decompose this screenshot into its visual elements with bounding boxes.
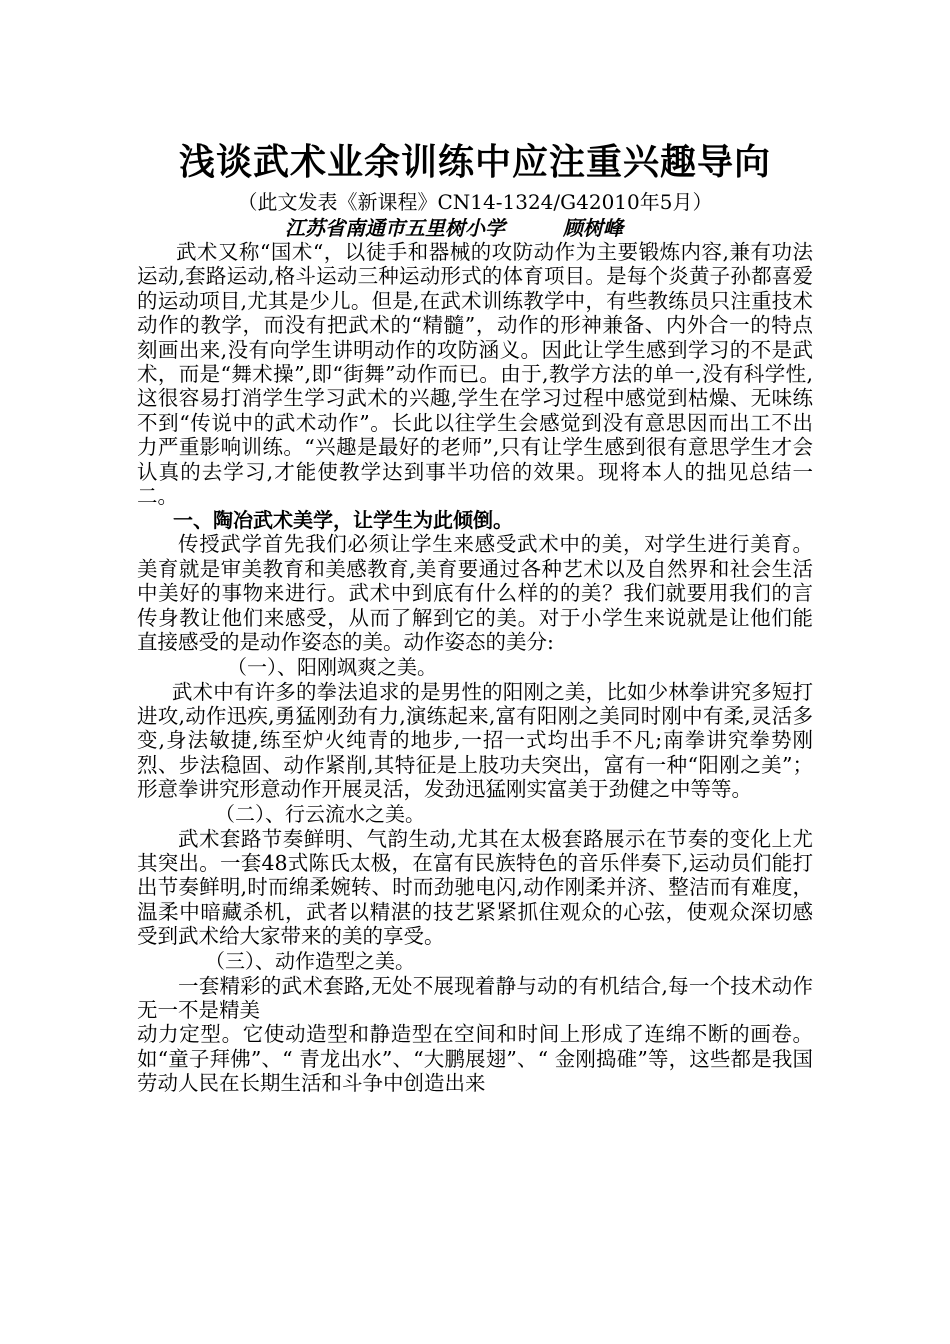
- section1-paragraph: 传授武学首先我们必须让学生来感受武术中的美，对学生进行美育。美育就是审美教育和美感教育,美育要通过各种艺术以及自然界和社会生活中美好的事物来进行。武术中到底有什么样的的美？我们就要用我们的言传身教让他们来感受，从而了解到它的美。对于小学生来说就是让他们能直接感受的是动作姿态的美。动作姿态的美分:: [137, 532, 813, 655]
- subsection2-paragraph: 武术套路节奏鲜明、气韵生动,尤其在太极套路展示在节奏的变化上尤其突出。一套48式陈氏太极，在富有民族特色的音乐伴奏下,运动员们能打出节奏鲜明,时而绵柔婉转、时而劲驰电闪,动作刚柔并济、整洁而有难度，温柔中暗藏杀机，武者以精湛的技艺紧紧抓住观众的心弦，使观众深切感受到武术给大家带来的美的享受。: [137, 826, 813, 949]
- author-line: [137, 216, 813, 240]
- subsection3-paragraph-continued: 动力定型。它使动造型和静造型在空间和时间上形成了连绵不断的画卷。如“童子拜佛”、“ 青龙出水”、“大鹏展翅”、“ 金刚捣碓”等，这些都是我国劳动人民在长期生活和斗争中创造出来: [137, 1022, 813, 1096]
- author-name: 顾树峰: [563, 216, 623, 240]
- subsection1-paragraph: 武术中有许多的拳法追求的是男性的阳刚之美，比如少林拳讲究多短打进攻,动作迅疾,勇猛刚劲有力,演练起来,富有阳刚之美同时刚中有柔,灵活多变,身法敏捷,练至炉火纯青的地步,一招一式均出手不凡;南拳讲究拳势刚烈、步法稳固、动作紧削,其特征是上肢功夫突出，富有一种“阳刚之美”；形意拳讲究形意动作开展灵活，发劲迅猛刚实富美于劲健之中等等。: [137, 679, 813, 802]
- intro-paragraph: 武术又称“国术“，以徒手和器械的攻防动作为主要锻炼内容,兼有功法运动,套路运动,格斗运动三种运动形式的体育项目。是每个炎黄子孙都喜爱的运动项目,尤其是少儿。但是,在武术训练教学中，有些教练员只注重技术动作的教学，而没有把武术的“精髓”，动作的形神兼备、内外合一的特点刻画出来,没有向学生讲明动作的攻防涵义。因此让学生感到学习的不是武术，而是“舞术操”,即“街舞”动作而已。由于,教学方法的单一,没有科学性,这很容易打消学生学习武术的兴趣,学生在学习过程中感觉到枯燥、无味练不到“传说中的武术动作”。长此以往学生会感觉到没有意思因而出工不出力严重影响训练。“兴趣是最好的老师”,只有让学生感到很有意思学生才会认真的去学习,才能使教学达到事半功倍的效果。现将本人的拙见总结一二。: [137, 240, 813, 509]
- subsection3-paragraph-start: 一套精彩的武术套路,无处不展现着静与动的有机结合,每一个技术动作无一不是精美: [137, 973, 813, 1022]
- subsection-heading-3: （三）、动作造型之美。: [205, 948, 415, 973]
- publication-note: （此文发表《新课程》CN14-1324/G42010年5月）: [237, 190, 713, 214]
- document-page: [137, 138, 813, 1096]
- section-heading-1: 一、陶冶武术美学，让学生为此倾倒。: [173, 508, 513, 533]
- document-title: 浅谈武术业余训练中应注重兴趣导向: [178, 142, 771, 183]
- subsection-heading-2: （二）、行云流水之美。: [215, 801, 425, 826]
- subsection-heading-1: （一）、阳刚飒爽之美。: [227, 654, 437, 679]
- author-school: 江苏省南通市五里树小学: [285, 216, 505, 240]
